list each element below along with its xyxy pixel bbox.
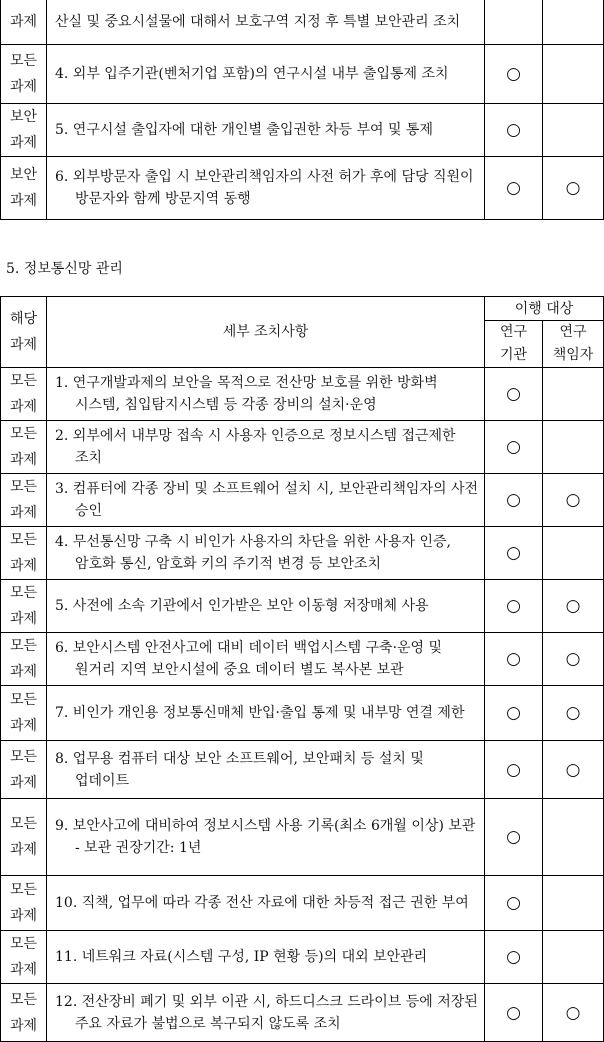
circle-mark-icon: ○ [506, 490, 521, 510]
principal-investigator-cell [543, 45, 604, 104]
applicable-project-cell [1, 580, 47, 633]
research-institute-cell [485, 104, 543, 157]
measure-text: 8. 업무용 컴퓨터 대상 보안 소프트웨어, 보안패치 등 설치 및 업데이트 [55, 750, 424, 789]
applicable-project: 모든 과제 [9, 373, 38, 415]
research-institute-cell [485, 0, 543, 45]
applicable-project: 모든 과제 [9, 816, 38, 858]
applicable-project-cell [1, 474, 47, 527]
measure-text: 9. 보안사고에 대비하여 정보시스템 사용 기록(최소 6개월 이상) 보관 [55, 818, 476, 834]
applicable-project: 모든 과제 [9, 936, 38, 978]
circle-mark-icon: ○ [506, 64, 521, 84]
measure-text: 2. 외부에서 내부망 접속 시 사용자 인증으로 정보시스템 접근제한 조치 [55, 428, 456, 466]
measure-detail-cell [47, 474, 485, 527]
research-institute-cell [485, 474, 543, 527]
applicable-project-cell [1, 686, 47, 741]
measure-text: 1. 연구개발과제의 보안을 목적으로 전산망 보호를 위한 방화벽 시스템, 침입탐지시스템 등 각종 장비의 설치·운영 [55, 375, 438, 413]
measure-text: 11. 네트워크 자료(시스템 구성, IP 현황 등)의 대외 보안관리 [55, 949, 428, 965]
research-institute-cell [485, 633, 543, 686]
applicable-project-cell [1, 104, 47, 157]
applicable-project-cell [1, 421, 47, 474]
principal-investigator-cell [543, 368, 604, 421]
applicable-project: 모든 과제 [9, 991, 38, 1034]
section-title: 5. 정보통신망 관리 [6, 261, 123, 277]
measure-detail-cell [47, 45, 485, 104]
applicable-project: 보안 과제 [9, 167, 38, 209]
circle-mark-icon: ○ [565, 703, 581, 723]
research-institute-cell [485, 527, 543, 580]
applicable-project-cell [1, 799, 47, 876]
applicable-project-cell [1, 45, 47, 104]
table-row [1, 421, 604, 474]
circle-mark-icon: ○ [506, 649, 521, 669]
circle-mark-icon: ○ [506, 759, 521, 780]
applicable-project-cell [1, 157, 47, 220]
measure-detail-cell [47, 157, 485, 220]
applicable-project-cell [1, 876, 47, 931]
applicable-project: 모든 과제 [9, 882, 38, 924]
principal-investigator-cell [543, 474, 604, 527]
principal-investigator-cell [543, 633, 604, 686]
applicable-project-cell [1, 368, 47, 421]
principal-investigator-cell [543, 984, 604, 1042]
circle-mark-icon: ○ [506, 437, 521, 457]
research-institute-cell [485, 45, 543, 104]
measure-text: 5. 사전에 소속 기관에서 인가받은 보안 이동형 저장매체 사용 [55, 598, 429, 614]
circle-mark-icon: ○ [565, 759, 581, 780]
principal-investigator-cell [543, 580, 604, 633]
applicable-project-cell [1, 984, 47, 1042]
research-institute-cell [485, 876, 543, 931]
applicable-project: 모든 과제 [9, 748, 38, 791]
measure-detail-cell [47, 104, 485, 157]
table-row [1, 474, 604, 527]
header-target: 이행 대상 [485, 297, 604, 321]
measure-detail-cell [47, 421, 485, 474]
research-institute-cell [485, 368, 543, 421]
research-institute-cell [485, 984, 543, 1042]
table-row [1, 876, 604, 931]
measure-text: 3. 컴퓨터에 각종 장비 및 소프트웨어 설치 시, 보안관리책임자의 사전 승인 [55, 481, 479, 519]
network-management-table [0, 296, 604, 1042]
principal-investigator-cell [543, 686, 604, 741]
applicable-project-cell [1, 741, 47, 799]
table-row [1, 157, 604, 220]
circle-mark-icon: ○ [565, 490, 581, 510]
circle-mark-icon: ○ [506, 893, 521, 913]
table-row [1, 45, 604, 104]
circle-mark-icon: ○ [565, 596, 581, 616]
measure-detail-cell [47, 984, 485, 1042]
circle-mark-icon: ○ [506, 947, 521, 967]
table-row [1, 527, 604, 580]
circle-mark-icon: ○ [506, 1002, 521, 1023]
table-row [1, 984, 604, 1042]
circle-mark-icon: ○ [506, 120, 521, 140]
research-institute-cell [485, 580, 543, 633]
circle-mark-icon: ○ [506, 384, 521, 404]
measure-text: 10. 직책, 업무에 따라 각종 전산 자료에 대한 차등적 접근 권한 부여 [55, 895, 469, 911]
header-details: 세부 조치사항 [47, 297, 485, 368]
circle-mark-icon: ○ [565, 1002, 581, 1023]
table-row [1, 104, 604, 157]
measure-text: 7. 비인가 개인용 정보통신매체 반입·출입 통제 및 내부망 연결 제한 [55, 705, 465, 721]
research-institute-cell [485, 931, 543, 984]
measure-subnote: - 보관 권장기간: 1년 [75, 840, 202, 856]
applicable-project: 보안 과제 [9, 109, 38, 151]
applicable-project-cell [1, 931, 47, 984]
applicable-project: 모든 과제 [9, 692, 38, 734]
table-row [1, 580, 604, 633]
measure-detail-cell [47, 633, 485, 686]
circle-mark-icon: ○ [506, 596, 521, 616]
applicable-project: 모든 과제 [9, 426, 38, 468]
circle-mark-icon: ○ [506, 827, 521, 847]
measure-detail-cell [47, 527, 485, 580]
measure-text: 12. 전산장비 폐기 및 외부 이관 시, 하드디스크 드라이브 등에 저장된 주요 자료가 불법으로 복구되지 않도록 조치 [55, 993, 478, 1032]
principal-investigator-cell [543, 0, 604, 45]
measure-text: 4. 무선통신망 구축 시 비인가 사용자의 차단을 위한 사용자 인증, 암호화 통신, 암호화 키의 주기적 변경 등 보안조치 [55, 534, 451, 572]
measure-detail-cell [47, 368, 485, 421]
research-institute-cell [485, 421, 543, 474]
measure-detail-cell [47, 686, 485, 741]
principal-investigator-cell [543, 104, 604, 157]
principal-investigator-cell [543, 799, 604, 876]
measure-detail-cell [47, 741, 485, 799]
circle-mark-icon: ○ [506, 543, 521, 563]
measure-detail-cell [47, 876, 485, 931]
measure-text: 6. 외부방문자 출입 시 보안관리책임자의 사전 허가 후에 담당 직원이 방문자와 함께 방문지역 동행 [55, 169, 474, 207]
circle-mark-icon: ○ [506, 703, 521, 723]
table-row [1, 368, 604, 421]
security-measures-table-continued [0, 0, 604, 220]
applicable-project-cell [1, 633, 47, 686]
measure-detail-cell [47, 799, 485, 876]
measure-text: 5. 연구시설 출입자에 대한 개인별 출입권한 차등 부여 및 통제 [55, 122, 433, 138]
circle-mark-icon: ○ [565, 649, 581, 669]
header-principal-investigator: 연구 책임자 [543, 321, 604, 368]
table-row [1, 799, 604, 876]
measure-text: 4. 외부 입주기관(벤처기업 포함)의 연구시설 내부 출입통제 조치 [55, 66, 449, 82]
measure-text: 6. 보안시스템 안전사고에 대비 데이터 백업시스템 구축·운영 및 원거리 지역 보안시설에 중요 데이터 별도 복사본 보관 [55, 640, 443, 678]
research-institute-cell [485, 741, 543, 799]
table-row [1, 0, 604, 45]
header-applicable: 해당 과제 [1, 297, 47, 368]
measure-text: 산실 및 중요시설물에 대해서 보호구역 지정 후 특별 보안관리 조치 [55, 13, 461, 30]
research-institute-cell [485, 686, 543, 741]
measure-detail-cell [47, 0, 485, 45]
table-row [1, 931, 604, 984]
header-research-institute: 연구 기관 [485, 321, 543, 368]
principal-investigator-cell [543, 741, 604, 799]
table-row [1, 686, 604, 741]
research-institute-cell [485, 799, 543, 876]
applicable-project-cell [1, 527, 47, 580]
applicable-project: 모든 과제 [9, 638, 38, 680]
circle-mark-icon: ○ [565, 178, 581, 198]
circle-mark-icon: ○ [506, 178, 521, 198]
principal-investigator-cell [543, 876, 604, 931]
applicable-project: 과제 [9, 13, 38, 30]
applicable-project: 모든 과제 [9, 479, 38, 521]
table-row [1, 633, 604, 686]
principal-investigator-cell [543, 527, 604, 580]
applicable-project: 모든 과제 [9, 585, 38, 627]
table-row [1, 741, 604, 799]
principal-investigator-cell [543, 931, 604, 984]
measure-detail-cell [47, 931, 485, 984]
research-institute-cell [485, 157, 543, 220]
applicable-project: 모든 과제 [9, 532, 38, 574]
principal-investigator-cell [543, 421, 604, 474]
measure-detail-cell [47, 580, 485, 633]
applicable-project-cell [1, 0, 47, 45]
applicable-project: 모든 과제 [9, 53, 38, 95]
principal-investigator-cell [543, 157, 604, 220]
